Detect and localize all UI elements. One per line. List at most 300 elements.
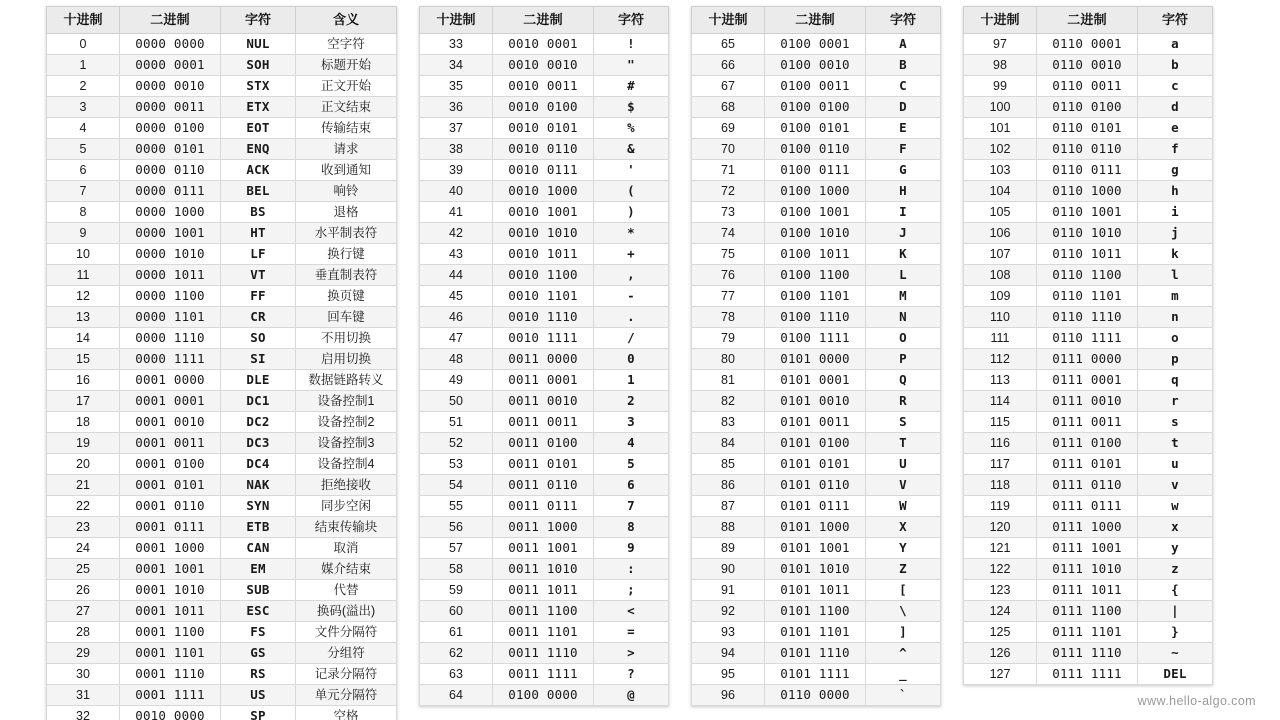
- table-row: [692, 55, 941, 76]
- cell-dec: 36: [420, 97, 493, 118]
- cell-dec: 118: [964, 475, 1037, 496]
- cell-dec: 58: [420, 559, 493, 580]
- cell-chr: R: [866, 391, 941, 412]
- cell-dec: 64: [420, 685, 493, 706]
- table-row: [47, 454, 397, 475]
- table-row: [964, 622, 1213, 643]
- table-row: [964, 412, 1213, 433]
- cell-bin: 0011 0111: [493, 496, 594, 517]
- table-row: [964, 160, 1213, 181]
- cell-mean: 响铃: [296, 181, 397, 202]
- cell-dec: 114: [964, 391, 1037, 412]
- table-row: [964, 34, 1213, 55]
- table-row: [47, 160, 397, 181]
- cell-chr: n: [1138, 307, 1213, 328]
- table-row: [47, 370, 397, 391]
- table-row: [692, 433, 941, 454]
- table-row: [47, 622, 397, 643]
- cell-dec: 113: [964, 370, 1037, 391]
- cell-bin: 0011 0100: [493, 433, 594, 454]
- lowercase-letters-table: [963, 6, 1213, 685]
- table-row: [420, 559, 669, 580]
- table-row: [692, 307, 941, 328]
- cell-chr: SI: [221, 349, 296, 370]
- cell-dec: 73: [692, 202, 765, 223]
- cell-chr: h: [1138, 181, 1213, 202]
- cell-bin: 0101 1111: [765, 664, 866, 685]
- cell-dec: 29: [47, 643, 120, 664]
- cell-mean: 设备控制4: [296, 454, 397, 475]
- cell-chr: 0: [594, 349, 669, 370]
- table-row: [420, 517, 669, 538]
- table-row: [420, 202, 669, 223]
- cell-chr: ETX: [221, 97, 296, 118]
- cell-bin: 0110 1101: [1037, 286, 1138, 307]
- cell-chr: EOT: [221, 118, 296, 139]
- cell-dec: 65: [692, 34, 765, 55]
- cell-dec: 0: [47, 34, 120, 55]
- cell-dec: 105: [964, 202, 1037, 223]
- cell-dec: 127: [964, 664, 1037, 685]
- cell-dec: 125: [964, 622, 1037, 643]
- cell-dec: 69: [692, 118, 765, 139]
- cell-dec: 62: [420, 643, 493, 664]
- cell-chr: !: [594, 34, 669, 55]
- table-row: [420, 307, 669, 328]
- cell-dec: 99: [964, 76, 1037, 97]
- cell-mean: 传输结束: [296, 118, 397, 139]
- table-row: [47, 349, 397, 370]
- cell-chr: ': [594, 160, 669, 181]
- cell-bin: 0011 1001: [493, 538, 594, 559]
- table-row: [692, 349, 941, 370]
- table-row: [420, 118, 669, 139]
- cell-dec: 52: [420, 433, 493, 454]
- cell-bin: 0001 0010: [120, 412, 221, 433]
- cell-mean: 结束传输块: [296, 517, 397, 538]
- cell-dec: 53: [420, 454, 493, 475]
- table-row: [964, 223, 1213, 244]
- table-row: [964, 181, 1213, 202]
- cell-dec: 11: [47, 265, 120, 286]
- cell-mean: 回车键: [296, 307, 397, 328]
- cell-dec: 101: [964, 118, 1037, 139]
- cell-bin: 0001 0101: [120, 475, 221, 496]
- cell-dec: 28: [47, 622, 120, 643]
- cell-bin: 0111 0000: [1037, 349, 1138, 370]
- cell-dec: 25: [47, 559, 120, 580]
- cell-chr: SYN: [221, 496, 296, 517]
- cell-dec: 10: [47, 244, 120, 265]
- cell-bin: 0110 1010: [1037, 223, 1138, 244]
- cell-dec: 8: [47, 202, 120, 223]
- cell-dec: 3: [47, 97, 120, 118]
- cell-chr: ": [594, 55, 669, 76]
- cell-mean: 记录分隔符: [296, 664, 397, 685]
- cell-dec: 117: [964, 454, 1037, 475]
- cell-chr: s: [1138, 412, 1213, 433]
- cell-chr: y: [1138, 538, 1213, 559]
- cell-chr: %: [594, 118, 669, 139]
- cell-mean: 分组符: [296, 643, 397, 664]
- cell-chr: HT: [221, 223, 296, 244]
- table-row: [964, 643, 1213, 664]
- cell-bin: 0111 0100: [1037, 433, 1138, 454]
- cell-chr: i: [1138, 202, 1213, 223]
- cell-chr: $: [594, 97, 669, 118]
- cell-chr: EM: [221, 559, 296, 580]
- cell-dec: 13: [47, 307, 120, 328]
- cell-dec: 87: [692, 496, 765, 517]
- cell-chr: ACK: [221, 160, 296, 181]
- cell-chr: l: [1138, 265, 1213, 286]
- cell-bin: 0101 1001: [765, 538, 866, 559]
- column-header: 二进制: [1037, 7, 1138, 34]
- cell-bin: 0001 0111: [120, 517, 221, 538]
- table-row: [420, 55, 669, 76]
- cell-bin: 0010 0111: [493, 160, 594, 181]
- cell-dec: 121: [964, 538, 1037, 559]
- cell-mean: 不用切换: [296, 328, 397, 349]
- cell-dec: 48: [420, 349, 493, 370]
- cell-dec: 126: [964, 643, 1037, 664]
- cell-chr: |: [1138, 601, 1213, 622]
- cell-chr: b: [1138, 55, 1213, 76]
- cell-bin: 0100 0110: [765, 139, 866, 160]
- cell-bin: 0110 0000: [765, 685, 866, 706]
- cell-chr: *: [594, 223, 669, 244]
- cell-chr: t: [1138, 433, 1213, 454]
- cell-dec: 100: [964, 97, 1037, 118]
- cell-chr: {: [1138, 580, 1213, 601]
- table-row: [964, 328, 1213, 349]
- cell-dec: 63: [420, 664, 493, 685]
- cell-bin: 0000 0010: [120, 76, 221, 97]
- table-row: [964, 559, 1213, 580]
- cell-bin: 0001 0000: [120, 370, 221, 391]
- table-row: [420, 349, 669, 370]
- table-row: [692, 685, 941, 706]
- cell-dec: 91: [692, 580, 765, 601]
- table-row: [964, 391, 1213, 412]
- column-header: 二进制: [493, 7, 594, 34]
- cell-chr: DC1: [221, 391, 296, 412]
- table-row: [420, 181, 669, 202]
- table-row: [692, 664, 941, 685]
- cell-mean: 启用切换: [296, 349, 397, 370]
- cell-dec: 94: [692, 643, 765, 664]
- cell-mean: 请求: [296, 139, 397, 160]
- cell-bin: 0101 0111: [765, 496, 866, 517]
- cell-chr: C: [866, 76, 941, 97]
- cell-chr: D: [866, 97, 941, 118]
- cell-chr: 6: [594, 475, 669, 496]
- table-row: [692, 370, 941, 391]
- cell-chr: DC2: [221, 412, 296, 433]
- cell-chr: >: [594, 643, 669, 664]
- cell-bin: 0110 1001: [1037, 202, 1138, 223]
- cell-dec: 2: [47, 76, 120, 97]
- cell-bin: 0100 0001: [765, 34, 866, 55]
- table-row: [47, 475, 397, 496]
- table-row: [47, 223, 397, 244]
- cell-chr: ^: [866, 643, 941, 664]
- cell-bin: 0110 1110: [1037, 307, 1138, 328]
- cell-bin: 0000 0111: [120, 181, 221, 202]
- cell-bin: 0010 1101: [493, 286, 594, 307]
- cell-dec: 26: [47, 580, 120, 601]
- cell-chr: GS: [221, 643, 296, 664]
- cell-dec: 59: [420, 580, 493, 601]
- cell-chr: a: [1138, 34, 1213, 55]
- cell-chr: BS: [221, 202, 296, 223]
- cell-mean: 退格: [296, 202, 397, 223]
- cell-chr: ]: [866, 622, 941, 643]
- cell-bin: 0001 0100: [120, 454, 221, 475]
- cell-chr: d: [1138, 97, 1213, 118]
- cell-dec: 79: [692, 328, 765, 349]
- cell-dec: 70: [692, 139, 765, 160]
- cell-bin: 0001 1100: [120, 622, 221, 643]
- cell-bin: 0100 1110: [765, 307, 866, 328]
- cell-mean: 同步空闲: [296, 496, 397, 517]
- cell-chr: CAN: [221, 538, 296, 559]
- table-row: [420, 76, 669, 97]
- cell-bin: 0000 0011: [120, 97, 221, 118]
- cell-mean: 文件分隔符: [296, 622, 397, 643]
- cell-chr: F: [866, 139, 941, 160]
- cell-dec: 116: [964, 433, 1037, 454]
- table-row: [964, 118, 1213, 139]
- cell-dec: 57: [420, 538, 493, 559]
- cell-dec: 75: [692, 244, 765, 265]
- cell-bin: 0110 0110: [1037, 139, 1138, 160]
- cell-bin: 0010 0110: [493, 139, 594, 160]
- cell-dec: 50: [420, 391, 493, 412]
- table-row: [964, 349, 1213, 370]
- cell-chr: 8: [594, 517, 669, 538]
- cell-dec: 111: [964, 328, 1037, 349]
- column-header: 字符: [594, 7, 669, 34]
- cell-dec: 77: [692, 286, 765, 307]
- cell-dec: 51: [420, 412, 493, 433]
- cell-dec: 110: [964, 307, 1037, 328]
- cell-bin: 0011 0010: [493, 391, 594, 412]
- cell-bin: 0011 0011: [493, 412, 594, 433]
- column-header: 二进制: [765, 7, 866, 34]
- cell-dec: 67: [692, 76, 765, 97]
- cell-bin: 0110 1111: [1037, 328, 1138, 349]
- table-row: [692, 475, 941, 496]
- cell-chr: 4: [594, 433, 669, 454]
- cell-bin: 0110 0111: [1037, 160, 1138, 181]
- table-row: [692, 265, 941, 286]
- cell-bin: 0010 1011: [493, 244, 594, 265]
- cell-chr: r: [1138, 391, 1213, 412]
- cell-bin: 0001 0110: [120, 496, 221, 517]
- cell-bin: 0011 1111: [493, 664, 594, 685]
- table-row: [420, 622, 669, 643]
- table-header-row: [47, 7, 397, 34]
- cell-bin: 0110 1011: [1037, 244, 1138, 265]
- cell-dec: 92: [692, 601, 765, 622]
- cell-chr: &: [594, 139, 669, 160]
- cell-bin: 0111 0101: [1037, 454, 1138, 475]
- cell-chr: US: [221, 685, 296, 706]
- cell-bin: 0100 0011: [765, 76, 866, 97]
- cell-mean: 空字符: [296, 34, 397, 55]
- table-row: [420, 475, 669, 496]
- cell-chr: w: [1138, 496, 1213, 517]
- table-row: [47, 643, 397, 664]
- table-row: [420, 328, 669, 349]
- cell-dec: 74: [692, 223, 765, 244]
- cell-chr: I: [866, 202, 941, 223]
- cell-dec: 42: [420, 223, 493, 244]
- cell-dec: 83: [692, 412, 765, 433]
- cell-chr: DC3: [221, 433, 296, 454]
- table-row: [420, 496, 669, 517]
- cell-bin: 0010 0101: [493, 118, 594, 139]
- cell-chr: +: [594, 244, 669, 265]
- cell-dec: 85: [692, 454, 765, 475]
- cell-chr: ETB: [221, 517, 296, 538]
- cell-chr: RS: [221, 664, 296, 685]
- cell-dec: 40: [420, 181, 493, 202]
- cell-dec: 1: [47, 55, 120, 76]
- cell-bin: 0111 0010: [1037, 391, 1138, 412]
- cell-bin: 0111 0001: [1037, 370, 1138, 391]
- cell-chr: SP: [221, 706, 296, 720]
- cell-chr: N: [866, 307, 941, 328]
- cell-dec: 24: [47, 538, 120, 559]
- table-row: [692, 496, 941, 517]
- cell-bin: 0100 1000: [765, 181, 866, 202]
- table-row: [964, 286, 1213, 307]
- cell-chr: /: [594, 328, 669, 349]
- cell-bin: 0100 1111: [765, 328, 866, 349]
- cell-bin: 0010 1010: [493, 223, 594, 244]
- cell-chr: K: [866, 244, 941, 265]
- cell-dec: 72: [692, 181, 765, 202]
- cell-chr: e: [1138, 118, 1213, 139]
- table-row: [964, 496, 1213, 517]
- cell-bin: 0010 1000: [493, 181, 594, 202]
- column-header: 含义: [296, 7, 397, 34]
- cell-dec: 120: [964, 517, 1037, 538]
- cell-chr: :: [594, 559, 669, 580]
- cell-chr: U: [866, 454, 941, 475]
- table-row: [47, 286, 397, 307]
- cell-chr: S: [866, 412, 941, 433]
- cell-bin: 0101 0010: [765, 391, 866, 412]
- cell-dec: 97: [964, 34, 1037, 55]
- cell-bin: 0000 1101: [120, 307, 221, 328]
- cell-chr: DC4: [221, 454, 296, 475]
- cell-bin: 0011 1011: [493, 580, 594, 601]
- cell-mean: 换页键: [296, 286, 397, 307]
- cell-mean: 设备控制3: [296, 433, 397, 454]
- cell-chr: A: [866, 34, 941, 55]
- cell-chr: [: [866, 580, 941, 601]
- cell-bin: 0100 1001: [765, 202, 866, 223]
- cell-bin: 0111 1111: [1037, 664, 1138, 685]
- cell-bin: 0000 1000: [120, 202, 221, 223]
- cell-bin: 0101 0001: [765, 370, 866, 391]
- cell-dec: 119: [964, 496, 1037, 517]
- table-row: [964, 244, 1213, 265]
- table-row: [47, 538, 397, 559]
- cell-bin: 0011 0000: [493, 349, 594, 370]
- cell-dec: 18: [47, 412, 120, 433]
- cell-bin: 0001 1001: [120, 559, 221, 580]
- column-header: 字符: [866, 7, 941, 34]
- cell-mean: 换码(溢出): [296, 601, 397, 622]
- cell-bin: 0001 1010: [120, 580, 221, 601]
- table-row: [47, 706, 397, 720]
- cell-bin: 0000 1001: [120, 223, 221, 244]
- cell-dec: 38: [420, 139, 493, 160]
- table-row: [47, 391, 397, 412]
- cell-dec: 84: [692, 433, 765, 454]
- cell-mean: 标题开始: [296, 55, 397, 76]
- cell-dec: 108: [964, 265, 1037, 286]
- cell-mean: 取消: [296, 538, 397, 559]
- cell-chr: ENQ: [221, 139, 296, 160]
- cell-dec: 19: [47, 433, 120, 454]
- cell-dec: 93: [692, 622, 765, 643]
- punctuation-digits-table: [419, 6, 669, 706]
- cell-bin: 0010 1111: [493, 328, 594, 349]
- cell-chr: 5: [594, 454, 669, 475]
- cell-bin: 0001 1101: [120, 643, 221, 664]
- table-row: [964, 370, 1213, 391]
- cell-dec: 106: [964, 223, 1037, 244]
- table-row: [47, 55, 397, 76]
- table-row: [47, 97, 397, 118]
- table-row: [692, 181, 941, 202]
- table-row: [964, 664, 1213, 685]
- cell-bin: 0101 1100: [765, 601, 866, 622]
- table-row: [47, 139, 397, 160]
- cell-chr: X: [866, 517, 941, 538]
- cell-bin: 0101 0101: [765, 454, 866, 475]
- cell-chr: o: [1138, 328, 1213, 349]
- cell-chr: 9: [594, 538, 669, 559]
- table-row: [47, 181, 397, 202]
- cell-bin: 0011 0101: [493, 454, 594, 475]
- cell-bin: 0010 0011: [493, 76, 594, 97]
- cell-chr: VT: [221, 265, 296, 286]
- table-row: [47, 244, 397, 265]
- table-row: [692, 160, 941, 181]
- cell-dec: 102: [964, 139, 1037, 160]
- cell-bin: 0011 0001: [493, 370, 594, 391]
- cell-dec: 34: [420, 55, 493, 76]
- cell-chr: ESC: [221, 601, 296, 622]
- cell-bin: 0010 1110: [493, 307, 594, 328]
- cell-mean: 代替: [296, 580, 397, 601]
- cell-bin: 0101 1010: [765, 559, 866, 580]
- cell-dec: 90: [692, 559, 765, 580]
- cell-bin: 0111 1011: [1037, 580, 1138, 601]
- cell-dec: 123: [964, 580, 1037, 601]
- cell-chr: .: [594, 307, 669, 328]
- cell-dec: 71: [692, 160, 765, 181]
- cell-dec: 88: [692, 517, 765, 538]
- table-row: [964, 265, 1213, 286]
- cell-dec: 9: [47, 223, 120, 244]
